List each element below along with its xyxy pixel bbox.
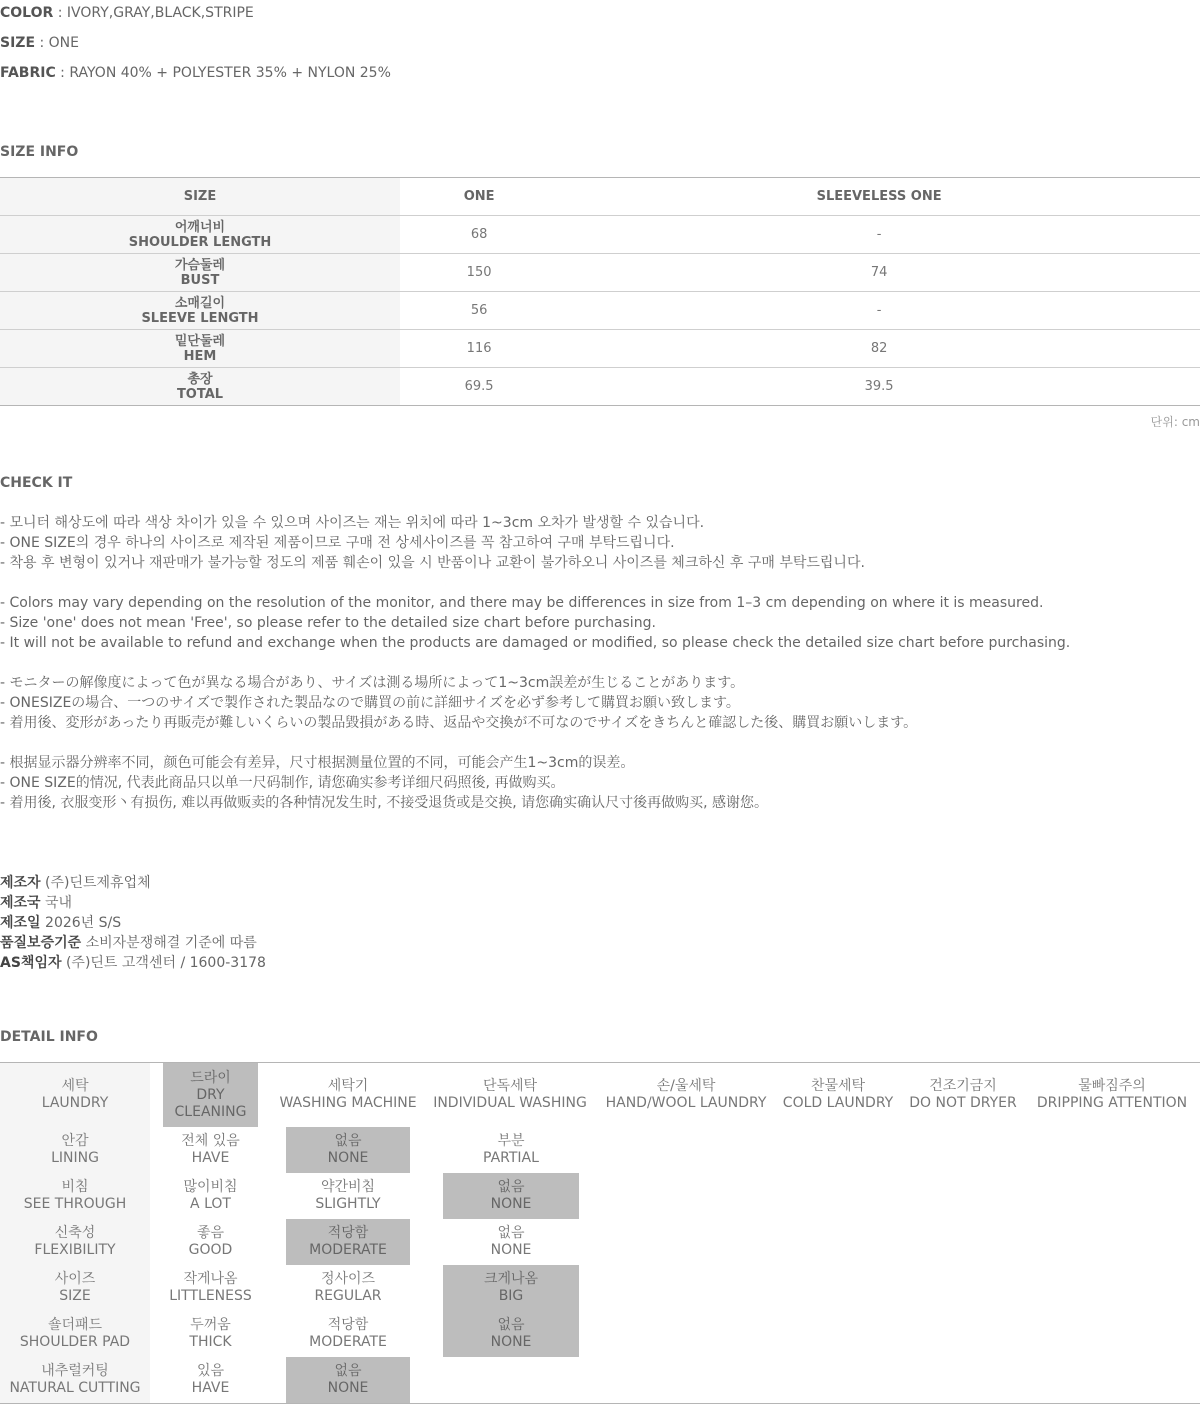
option-ko: 약간비침 [320, 1179, 376, 1195]
laundry-option-dry-cleaning [163, 1063, 258, 1127]
option-ko: 없음 [497, 1317, 525, 1333]
maker-label: 제조국 [0, 895, 41, 911]
size-info-title: SIZE INFO [0, 144, 79, 160]
option-ko: 작게나옴 [183, 1271, 238, 1287]
note-line: - モニターの解像度によって色が異なる場合があり、サイズは測る場所によって1~3cm誤差が生じることがあります。 [0, 675, 745, 691]
color-label: COLOR [0, 5, 54, 21]
sleeveless-value: - [558, 216, 1200, 254]
row-header-ko: 신축성 [54, 1225, 96, 1241]
option-ko: 찬물세탁 [810, 1078, 866, 1094]
laundry-option-hand-wool [605, 1063, 767, 1127]
fabric-spec: FABRIC : RAYON 40% + POLYESTER 35% + NYLON 25% [0, 65, 391, 81]
option-ko: 전체 있음 [181, 1133, 240, 1149]
detail-option [163, 1311, 258, 1357]
maker-label: AS책임자 [0, 955, 62, 971]
row-header-en: SIZE [59, 1288, 91, 1304]
laundry-option-no-dryer [910, 1063, 1016, 1127]
row-label-en: SHOULDER LENGTH [128, 234, 272, 250]
option-ko: 없음 [334, 1363, 362, 1379]
option-en: HAVE [191, 1380, 230, 1396]
maker-value: (주)딘트 고객센터 / 1600-3178 [65, 955, 266, 971]
one-value: 116 [400, 330, 558, 368]
size-value: ONE [48, 35, 79, 51]
detail-option [443, 1219, 579, 1265]
color-value: IVORY,GRAY,BLACK,STRIPE [66, 5, 254, 21]
maker-row [0, 933, 266, 953]
one-value: 150 [400, 254, 558, 292]
row-label-en: BUST [180, 272, 220, 288]
option-en: HAND/WOOL LAUNDRY [605, 1095, 767, 1111]
sleeveless-value: 82 [558, 330, 1200, 368]
table-row [0, 330, 1200, 368]
size-header-cell: SIZE [0, 178, 400, 216]
row-label-en: HEM [183, 348, 217, 364]
option-en: COLD LAUNDRY [782, 1095, 894, 1111]
option-en: NONE [327, 1380, 369, 1396]
laundry-header-ko: 세탁 [61, 1078, 89, 1094]
maker-row [0, 893, 266, 913]
sleeveless-value: 39.5 [558, 368, 1200, 406]
row-label-en: SLEEVE LENGTH [141, 310, 259, 326]
row-label-ko: 가슴둘레 [174, 257, 226, 273]
row-label [0, 368, 400, 406]
option-ko: 세탁기 [327, 1078, 369, 1094]
row-label-ko: 소매길이 [174, 295, 226, 311]
option-ko: 크게나옴 [483, 1271, 539, 1287]
one-value: 69.5 [400, 368, 558, 406]
option-en: MODERATE [309, 1242, 387, 1258]
note-line: - 着用後, 衣服变形丶有损伤, 难以再做贩卖的各种情况发生时, 不接受退货或是交换, 请您确实确认尺寸後再做购买, 感谢您。 [0, 795, 769, 811]
row-label [0, 254, 400, 292]
maker-value: 2026년 S/S [45, 915, 122, 931]
option-ko: 적당함 [327, 1317, 369, 1333]
detail-option [163, 1219, 258, 1265]
laundry-option-cold [784, 1063, 892, 1127]
option-en: NONE [490, 1334, 532, 1350]
option-ko: 두꺼움 [190, 1317, 231, 1333]
option-ko: 손/울세탁 [656, 1078, 716, 1094]
maker-value: (주)딘트제휴업체 [45, 875, 151, 891]
option-en: GOOD [188, 1242, 233, 1258]
detail-row-header [0, 1357, 150, 1403]
note-line: - ONE SIZE의 경우 하나의 사이즈로 제작된 제품이므로 구매 전 상세사이즈를 꼭 참고하여 구매 부탁드립니다. [0, 535, 675, 551]
note-line: - 모니터 해상도에 따라 색상 차이가 있을 수 있으며 사이즈는 재는 위치에 따라 1~3cm 오차가 발생할 수 있습니다. [0, 515, 705, 531]
option-ko: 없음 [497, 1225, 525, 1241]
option-ko: 정사이즈 [320, 1271, 376, 1287]
option-ko: 좋음 [196, 1225, 225, 1241]
option-ko: 드라이 [190, 1069, 231, 1086]
note-line: - 착용 후 변형이 있거나 재판매가 불가능할 정도의 제품 훼손이 있을 시 반품이나 교환이 불가하오니 사이즈를 체크하신 후 구매 부탁드립니다. [0, 555, 865, 571]
table-row [0, 292, 1200, 330]
detail-option [286, 1357, 410, 1403]
detail-row-header [0, 1265, 150, 1311]
option-ko: 없음 [334, 1133, 362, 1149]
note-line: - 着用後、変形があったり再販売が難しいくらいの製品毀損がある時、返品や交換が不可なのでサイズをきちんと確認した後、購買お願いします。 [0, 715, 918, 731]
maker-label: 제조일 [0, 915, 41, 931]
row-header-ko: 비침 [61, 1179, 89, 1195]
option-ko: 부분 [497, 1133, 525, 1149]
option-en: WASHING MACHINE [279, 1095, 417, 1111]
option-en: LITTLENESS [169, 1288, 252, 1304]
option-ko: 없음 [497, 1179, 525, 1195]
row-label-ko: 어깨너비 [174, 219, 226, 235]
sleeveless-value: 74 [558, 254, 1200, 292]
option-en: MODERATE [309, 1334, 387, 1350]
note-line: - 根据显示器分辨率不同，颜色可能会有差异，尺寸根据测量位置的不同，可能会产生1~3cm的误差。 [0, 755, 635, 771]
table-row [0, 216, 1200, 254]
option-en: NONE [490, 1196, 532, 1212]
detail-option [286, 1311, 410, 1357]
option-ko: 있음 [196, 1363, 225, 1379]
detail-option [163, 1265, 258, 1311]
option-ko: 적당함 [327, 1225, 369, 1241]
table-row [0, 368, 1200, 406]
maker-label: 품질보증기준 [0, 935, 82, 951]
detail-option [286, 1219, 410, 1265]
fabric-label: FABRIC [0, 65, 56, 81]
option-ko: 단독세탁 [482, 1078, 538, 1094]
option-en: A LOT [190, 1196, 231, 1212]
laundry-option-washing-machine [279, 1063, 417, 1127]
color-spec: COLOR : IVORY,GRAY,BLACK,STRIPE [0, 5, 254, 21]
detail-option [443, 1127, 579, 1173]
row-header-en: LINING [51, 1150, 99, 1166]
option-en: NONE [490, 1242, 532, 1258]
one-header-cell: ONE [400, 178, 558, 216]
option-en2: CLEANING [174, 1103, 247, 1120]
note-line: - ONE SIZE的情况, 代表此商品只以单一尺码制作, 请您确实参考详细尺码照後, 再做购买。 [0, 775, 565, 791]
option-ko: 물빠짐주의 [1078, 1078, 1146, 1094]
option-en: DRIPPING ATTENTION [1036, 1095, 1188, 1111]
size-label: SIZE [0, 35, 36, 51]
row-header-ko: 내추럴커팅 [41, 1363, 109, 1379]
manufacturer-info [0, 873, 266, 973]
option-en: DRY [196, 1086, 225, 1103]
size-table [0, 177, 1200, 406]
detail-option [163, 1127, 258, 1173]
note-line: - It will not be available to refund and exchange when the products are damaged or modified, so please check the detailed size chart before purchasing. [0, 635, 1071, 651]
detail-row-header [0, 1127, 150, 1173]
check-it-title: CHECK IT [0, 475, 73, 491]
row-header-en: SHOULDER PAD [19, 1334, 131, 1350]
row-header-ko: 사이즈 [54, 1271, 96, 1287]
option-en: HAVE [191, 1150, 230, 1166]
row-label-ko: 총장 [187, 371, 213, 387]
check-it-notes [0, 513, 1200, 813]
option-en: SLIGHTLY [315, 1196, 381, 1212]
detail-option [443, 1173, 579, 1219]
row-label-en: TOTAL [176, 386, 224, 402]
note-line: - Size 'one' does not mean 'Free', so please refer to the detailed size chart before purchasing. [0, 615, 656, 631]
fabric-value: RAYON 40% + POLYESTER 35% + NYLON 25% [69, 65, 391, 81]
row-header-ko: 안감 [61, 1133, 89, 1149]
maker-value: 소비자분쟁해결 기준에 따름 [85, 935, 257, 951]
sleeveless-header-cell: SLEEVELESS ONE [558, 178, 1200, 216]
detail-option [443, 1311, 579, 1357]
option-en: BIG [498, 1288, 524, 1304]
option-ko: 많이비침 [183, 1179, 238, 1195]
detail-row-header [0, 1173, 150, 1219]
note-line: - Colors may vary depending on the resolution of the monitor, and there may be differences in size from 1–3 cm depending on where it is measured. [0, 595, 1044, 611]
laundry-option-individual-washing [433, 1063, 587, 1127]
laundry-option-dripping [1038, 1063, 1186, 1127]
row-label-ko: 밑단둘레 [174, 333, 226, 349]
detail-option [286, 1173, 410, 1219]
one-value: 68 [400, 216, 558, 254]
row-header-ko: 숄더패드 [47, 1317, 103, 1333]
sleeveless-value: - [558, 292, 1200, 330]
maker-row [0, 873, 266, 893]
option-en: REGULAR [314, 1288, 382, 1304]
maker-row [0, 953, 266, 973]
detail-option [443, 1265, 579, 1311]
detail-option [286, 1127, 410, 1173]
detail-option [163, 1173, 258, 1219]
row-label [0, 330, 400, 368]
table-row [0, 254, 1200, 292]
row-header-en: FLEXIBILITY [34, 1242, 116, 1258]
size-table-header [0, 178, 1200, 216]
detail-row-header [0, 1311, 150, 1357]
detail-option [286, 1265, 410, 1311]
one-value: 56 [400, 292, 558, 330]
row-label [0, 216, 400, 254]
detail-info-title: DETAIL INFO [0, 1029, 98, 1045]
detail-row-header [0, 1219, 150, 1265]
option-en: DO NOT DRYER [909, 1095, 1017, 1111]
row-header-en: NATURAL CUTTING [9, 1380, 141, 1396]
option-ko: 건조기금지 [929, 1078, 997, 1094]
option-en: NONE [327, 1150, 369, 1166]
option-en: INDIVIDUAL WASHING [433, 1095, 587, 1111]
row-label [0, 292, 400, 330]
option-en: THICK [189, 1334, 232, 1350]
size-spec: SIZE : ONE [0, 35, 79, 51]
laundry-header [0, 1063, 150, 1127]
unit-note: 단위: cm [1150, 415, 1200, 429]
maker-label: 제조자 [0, 875, 41, 891]
maker-value: 국내 [45, 895, 73, 911]
row-header-en: SEE THROUGH [23, 1196, 127, 1212]
note-line: - ONESIZEの場合、一つのサイズで製作された製品なので購買の前に詳細サイズを必ず参考して購買お願い致します。 [0, 695, 740, 711]
laundry-header-en: LAUNDRY [41, 1095, 109, 1111]
option-en: PARTIAL [483, 1150, 539, 1166]
detail-option [163, 1357, 258, 1403]
maker-row [0, 913, 266, 933]
